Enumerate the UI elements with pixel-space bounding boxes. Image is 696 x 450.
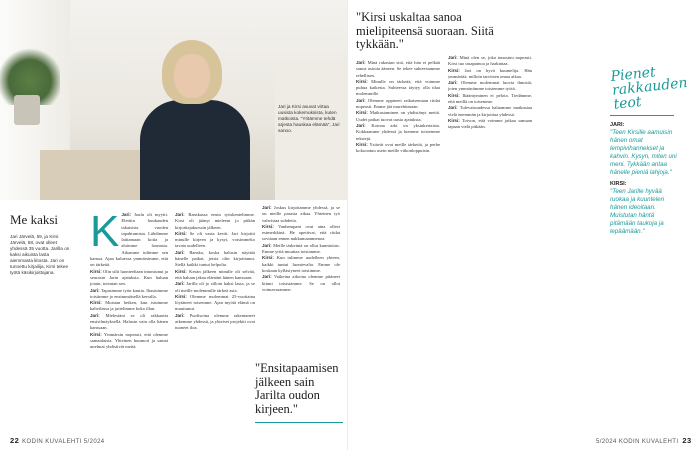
speaker-label: Kirsi:: [90, 268, 102, 274]
speaker-label: Jari:: [90, 312, 100, 318]
speaker-label: Jari:: [262, 205, 272, 210]
paragraph: [356, 60, 440, 79]
paragraph: [175, 281, 255, 294]
speaker-label: Jari:: [175, 281, 185, 287]
photo-person-face: [174, 54, 210, 98]
left-folio: [10, 436, 105, 445]
paragraph: [356, 79, 440, 98]
side-title: Me kaksi: [10, 212, 59, 227]
sidebox-rule: [610, 115, 674, 116]
speaker-label: Jari:: [175, 212, 185, 217]
paragraph-text: Vanhempani ovat aina olleet esimerkkinä. He opettivat, että riidat sovitaan ennen nukkumaanmenoa.: [262, 223, 340, 242]
paragraph-text: Kun tulimme uudelleen yhteen, kaikki tuntui luontevalta. Emme ole koskaan kyllästyneet toisiimme.: [262, 255, 340, 273]
sidebox-jari-quote: "Teen Kirsille aamuisin hänen omat lempivihannekset ja kahvin. Kysyn, miten uni meni. Tykkään antaa hänelle pieniä lahjoja.": [610, 129, 677, 176]
speaker-label: Kirsi:: [175, 268, 187, 274]
paragraph-text: Olemme molemmat 25-vuotiaina löytäneet toisemme. Ajan myötä elämä on muuttunut.: [175, 293, 255, 312]
speaker-label: Kirsi:: [448, 92, 460, 98]
speaker-label: Jari:: [356, 60, 366, 65]
sidebox-kirsi-quote: "Teen Jarille hyvää ruokaa ja kuuntelen hänen ideoitaan. Muistutan häntä pitämään taukoja ja lepäämään.": [610, 188, 665, 235]
paragraph-text: Ystävät ovat meille tärkeitä, ja perhe kokoontuu usein meille viikonloppuisin.: [356, 141, 440, 154]
speaker-label: Jari:: [448, 55, 458, 60]
paragraph-text: Meille tärkeintä on ollut kunnioitus. Emme yritä muuttaa toisiamme.: [262, 242, 341, 255]
paragraph-text: Muistan hetken, kun istuimme kahvilassa ja juttelimme koko illan.: [90, 300, 168, 312]
paragraph: [262, 243, 340, 256]
sidebox-title: Pienet rakkauden teot: [609, 64, 689, 113]
speaker-label: Kirsi:: [175, 293, 187, 299]
intro-sidebar: [10, 212, 70, 276]
paragraph-text: Jarilla oli jo silloin kaksi lasta, ja se oli meille molemmille tärkeä asia.: [175, 281, 255, 293]
paragraph: [175, 313, 255, 332]
paragraph-text: Vaikeina aikoina olemme pitäneet kiinni toisistamme. Se on ollut voimavaramme.: [262, 274, 340, 292]
paragraph-text: Joskus kirjoitamme yhdessä, ja se on meille parasta aikaa. Yhteinen työ vahvistaa suhdetta.: [262, 205, 340, 223]
paragraph-text: Joulu oli myytti. Elettiin kuukauden takaisista vuoden tapahtumista. Lähdimme laittamaan kotia ja aloimme lounasta. Aikamme tulimme sen kanssa. Ajan kuluessa ymmärsimme, että on tärkeää.: [90, 212, 169, 268]
paragraph: [448, 80, 532, 93]
paragraph: [448, 105, 532, 118]
paragraph: [175, 294, 255, 313]
speaker-label: Jari:: [262, 242, 272, 248]
paragraph: [356, 98, 440, 111]
speaker-label: Jari:: [90, 287, 100, 293]
speaker-label: Kirsi:: [262, 223, 274, 229]
right-page-number: 23: [682, 436, 692, 445]
paragraph: [448, 68, 532, 81]
speaker-label: Kirsi:: [356, 110, 368, 116]
paragraph-text: Olemme molemmat luovia ihmisiä, joten ymmärrämme toistemme työtä.: [448, 80, 532, 92]
paragraph: [262, 255, 340, 274]
speaker-label: Jari:: [356, 97, 366, 103]
paragraph-text: Jari on hyvä kuuntelija. Hän ymmärtää, milloin tarvitsen omaa aikaa.: [448, 67, 532, 79]
sidebox-kirsi-label: KIRSI:: [610, 181, 627, 187]
speaker-label: Jari:: [448, 80, 458, 86]
speaker-label: Kirsi:: [90, 300, 102, 306]
left-column-1: [90, 207, 169, 351]
speaker-label: Kirsi:: [90, 331, 102, 337]
drop-cap: K: [90, 207, 120, 256]
paragraph-text: Tapasimme työn kautta. Ihastuimme toisiimme jo ensimmäisellä kerralla.: [90, 287, 168, 299]
paragraph: [90, 269, 168, 288]
paragraph: [90, 332, 168, 351]
paragraph: [448, 55, 532, 68]
paragraph-text: Ikääntyminen ei pelota. Tiedämme, että meillä on toisemme.: [448, 92, 532, 105]
paragraph: [356, 110, 440, 123]
paragraph-text: Puolisoina olemme rakentaneet arkemme yhdessä, ja yhteiset projektit ovat tuoneet iloa.: [175, 312, 255, 331]
speaker-label: Jari:: [356, 122, 366, 128]
paragraph: [175, 269, 255, 282]
right-folio-text: 5/2024 KODIN KUVALEHTI: [596, 439, 679, 445]
photo-person-body: [140, 100, 250, 200]
paragraph: [448, 93, 532, 106]
paragraph-text: Matkustaminen on yhdistänyt meitä. Uudet paikat tuovat uusia ajatuksia.: [356, 110, 440, 122]
speaker-label: Jari:: [448, 105, 458, 111]
paragraph-text: Minä olen se, joka innostuu nopeasti. Kirsi tuo tasapainoa ja harkintaa.: [448, 55, 532, 67]
speaker-label: Kirsi:: [356, 141, 368, 147]
paragraph-text: Minulle on tärkeää, että voimme puhua kaikesta. Suhteessa täytyy olla tilaa molemmille.: [356, 78, 440, 97]
paragraph-text: Se oli vasta kevät. Jari kirjoitti minulle kirjeen ja kysyi, voisimmeko tavata uudelleen.: [175, 230, 255, 249]
paragraph-text: Minä rakastan sitä, että hän ei pelkää sanoa asioita ääneen. Se tekee suhteestamme rehellisen.: [356, 60, 440, 78]
paragraph: [175, 212, 255, 231]
photo-caption: Jari ja Kirsi asuvat virtaa uusista kokemuksista, kuten matkoista. "Yritämme tehdä arjesta hauskaa elämää", Jari sanoo.: [278, 104, 340, 133]
paragraph: [175, 231, 255, 250]
paragraph-text: Ymmärsin nopeasti, että olemme samanlaisia. Yhteinen huumori ja samat unelmat yhdistivät meitä.: [90, 331, 168, 350]
paragraph: [262, 205, 340, 224]
speaker-label: Kirsi:: [448, 117, 460, 123]
paragraph-text: Olemme oppineet ratkaisemaan riidat nopeasti. Emme jää murehtimaan.: [356, 97, 440, 110]
right-pull-quote: "Kirsi uskaltaa sanoa mielipiteensä suoraan. Siitä tykkään.": [356, 10, 494, 51]
speaker-label: Kirsi:: [448, 67, 460, 73]
left-folio-text: KODIN KUVALEHTI 5/2024: [22, 439, 105, 445]
paragraph: [90, 288, 168, 301]
paragraph-text: Olin silti luonteeltaan innostunut ja seurasin Jarin ajatuksia. Kun haluan jotain, toteutan sen.: [90, 268, 168, 287]
paragraph: [90, 300, 168, 313]
left-pull-quote: "Ensitapaamisen jälkeen sain Jarilta oudon kirjeen.": [255, 356, 343, 423]
paragraph: [356, 142, 440, 155]
small-love-acts-box: [609, 64, 689, 236]
paragraph: [175, 250, 255, 269]
paragraph-text: Kotona arki on yksinkertaista. Kokkaamme yhdessä ja luemme toistemme tekstejä.: [356, 122, 440, 141]
couple-photo: [0, 0, 348, 200]
speaker-label: Jari:: [175, 249, 185, 255]
sidebox-jari-label: JARI:: [610, 122, 625, 128]
paragraph-text: Tulevaisuudessa haluamme matkustaa vielä enemmän ja kirjoittaa yhdessä.: [448, 105, 532, 117]
paragraph-text: Kesän jälkeen minulle oli selvää, että haluan jakaa elämäni hänen kanssaan.: [175, 268, 255, 280]
right-column-1: [356, 60, 440, 154]
speaker-label: Jari:: [121, 212, 132, 217]
left-page-number: 22: [10, 436, 20, 445]
speaker-label: Jari:: [175, 312, 185, 318]
paragraph: [262, 274, 340, 293]
photo-plant-pot: [14, 95, 40, 125]
right-page: [348, 0, 696, 450]
paragraph: [356, 123, 440, 142]
right-column-2: [448, 55, 532, 131]
paragraph-text: Toivon, että voimme jatkaa samaan tapaan vielä pitkään.: [448, 117, 532, 130]
paragraph-text: Mielestäni se oli rakkautta ensisilmäyksellä. Halusin vain olla hänen kanssaan.: [90, 312, 168, 331]
paragraph: [448, 118, 532, 131]
photo-person: [140, 40, 260, 200]
left-column-2: [175, 212, 255, 332]
speaker-label: Jari:: [262, 274, 272, 280]
paragraph: [262, 224, 340, 243]
speaker-label: Kirsi:: [175, 230, 187, 236]
right-folio: [596, 436, 692, 445]
left-column-3: [262, 205, 340, 293]
paragraph-text: Ranskassa ensin työskentelimme. Kirsi oli jäänyt mieleeni jo pitkän kirjoittajakurssin jälkeen.: [175, 212, 255, 230]
speaker-label: Kirsi:: [262, 255, 274, 261]
speaker-label: Kirsi:: [356, 78, 368, 84]
paragraph-text: Ranska, koska halusin näyttää hänelle paikat, joista olin kirjoittanut. Siellä kaikki tuntui helpolta.: [175, 249, 255, 268]
paragraph: [90, 313, 168, 332]
side-caption: Jari Järvelä, 59, ja Kirsi Järvelä, 58, ovat olleet yhdessä 35 vuotta. Jarilla on kaksi aikuista lasta aiemmasta liitosta. Jari on tunnettu kirjailija, Kirsi tekee työtä käsikirjoittajana.: [10, 234, 70, 275]
